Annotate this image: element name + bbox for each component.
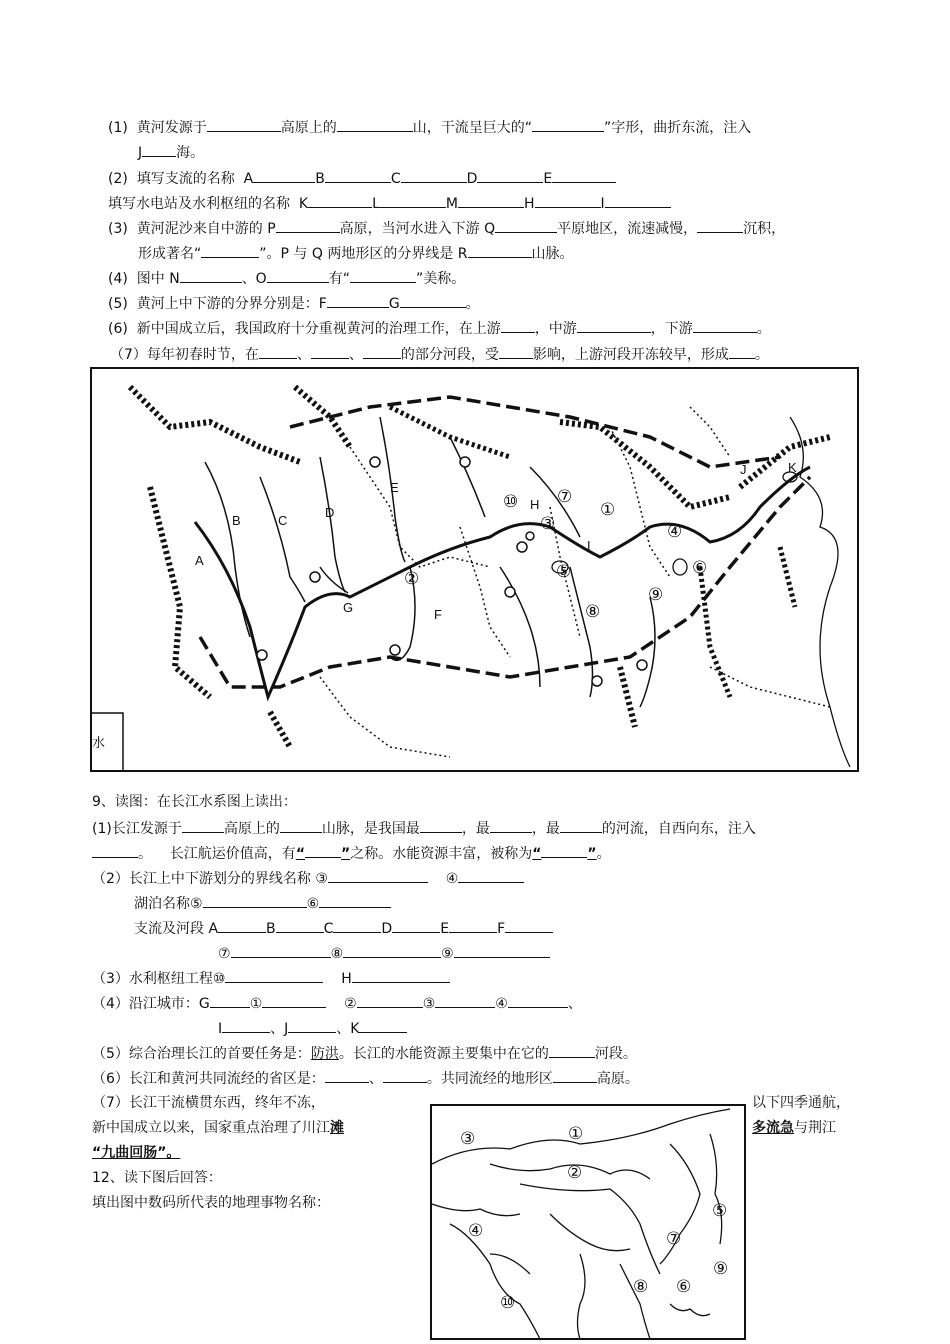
map-number-1: ① (600, 500, 616, 519)
asia-number-10: ⑩ (500, 1293, 516, 1312)
blank[interactable] (729, 344, 755, 359)
asia-map (430, 1104, 746, 1340)
blank[interactable] (532, 117, 604, 132)
blank[interactable] (180, 268, 242, 283)
blank[interactable] (325, 1068, 369, 1083)
blank[interactable] (401, 168, 467, 183)
blank[interactable] (490, 818, 532, 833)
blank[interactable] (182, 818, 224, 833)
blank[interactable] (222, 1018, 270, 1033)
blank[interactable] (552, 168, 616, 183)
asia-number-4: ④ (468, 1221, 484, 1240)
blank[interactable] (435, 993, 495, 1008)
map-number-4: ④ (667, 522, 683, 541)
blank[interactable] (218, 918, 266, 933)
asia-number-1: ① (568, 1124, 584, 1143)
blank[interactable] (259, 344, 297, 359)
blank[interactable] (262, 993, 326, 1008)
blank[interactable] (454, 943, 550, 958)
blank[interactable] (477, 168, 543, 183)
q9-line10: （5）综合治理长江的首要任务是：防洪。长江的水能资源主要集中在它的 河段。 (92, 1043, 637, 1064)
q9-line2: 。 长江航运价值高，有“ ”之称。水能资源丰富，被称为“ ”。 (92, 843, 611, 864)
blank[interactable] (267, 268, 329, 283)
blank[interactable] (420, 818, 462, 833)
q9-line5: 支流及河段 A B C D E F (134, 918, 553, 939)
map-number-10: ⑩ (503, 492, 519, 511)
blank[interactable] (325, 168, 391, 183)
q9-line1: (1)长江发源于 高原上的 山脉，是我国最 ，最 ，最 的河流，自西向东，注入 (92, 818, 756, 839)
asia-number-9: ⑨ (713, 1259, 729, 1278)
q9-line4: 湖泊名称⑤ ⑥ (134, 893, 391, 914)
map-label-d: D (325, 505, 335, 520)
blank[interactable] (357, 993, 423, 1008)
blank[interactable] (343, 943, 441, 958)
blank[interactable] (328, 868, 428, 883)
blank[interactable] (207, 117, 281, 132)
yr-q3a: (3) 黄河泥沙来自中游的 P 高原，当河水进入下游 Q 平原地区，流速减慢， 沉积， (108, 218, 785, 239)
map-label-a: A (195, 553, 204, 568)
blank[interactable] (468, 243, 532, 258)
asia-number-5: ⑤ (712, 1201, 728, 1220)
q9-line8: （4）沿江城市：G ① ② ③ ④ 、 (92, 993, 582, 1014)
blank[interactable] (359, 1018, 407, 1033)
blank[interactable] (535, 193, 601, 208)
blank[interactable] (231, 943, 331, 958)
asia-number-6: ⑥ (676, 1277, 692, 1296)
blank[interactable] (280, 818, 322, 833)
blank[interactable] (350, 268, 416, 283)
map-number-2: ② (404, 569, 420, 588)
yr-q5: (5) 黄河上中下游的分界分别是：F G 。 (108, 293, 480, 314)
map-corner-label: 水 (92, 735, 106, 750)
map-label-g: G (343, 600, 354, 615)
blank[interactable] (276, 918, 324, 933)
map-number-6: ⑥ (692, 558, 708, 577)
blank[interactable] (319, 893, 391, 908)
blank[interactable] (380, 193, 446, 208)
blank[interactable] (508, 993, 568, 1008)
blank[interactable] (400, 293, 466, 308)
blank[interactable] (693, 318, 757, 333)
blank[interactable] (142, 142, 176, 157)
map-number-3: ③ (540, 514, 556, 533)
map-number-9: ⑨ (648, 585, 664, 604)
blank[interactable] (458, 193, 524, 208)
blank[interactable] (577, 318, 651, 333)
blank[interactable] (308, 193, 372, 208)
blank[interactable] (560, 818, 602, 833)
map-label-k: K (788, 460, 797, 475)
blank[interactable] (305, 843, 341, 858)
blank[interactable] (253, 168, 315, 183)
asia-number-3: ③ (460, 1129, 476, 1148)
blank[interactable] (363, 344, 401, 359)
q9-line12a: （7）长江干流横贯东西，终年不冻， (92, 1095, 325, 1111)
q9-line12a-right: 以下四季通航， (752, 1095, 850, 1111)
blank[interactable] (327, 293, 389, 308)
asia-number-2: ② (567, 1163, 583, 1182)
blank[interactable] (337, 117, 413, 132)
blank[interactable] (333, 918, 381, 933)
map-number-5: ⑤ (556, 562, 572, 581)
blank[interactable] (549, 1043, 595, 1058)
q9-line3: （2）长江上中下游划分的界线名称 ③ ④ (92, 868, 524, 889)
blank[interactable] (201, 243, 259, 258)
blank[interactable] (210, 993, 250, 1008)
asia-number-7: ⑦ (666, 1229, 682, 1248)
blank[interactable] (276, 218, 340, 233)
q9-line9: I 、J 、K (218, 1018, 407, 1039)
blank[interactable] (92, 843, 138, 858)
blank[interactable] (458, 868, 524, 883)
q9-line12b: 新中国成立以来，国家重点治理了川江滩 (92, 1120, 344, 1136)
yr-q2b: 填写水电站及水利枢纽的名称 K L M H I (108, 193, 671, 214)
q9-title: 9、读图：在长江水系图上读出： (92, 794, 297, 810)
q12-subtitle: 填出图中数码所代表的地理事物名称： (92, 1195, 330, 1211)
blank[interactable] (605, 193, 671, 208)
q9-line7: （3）水利枢纽工程⑩ H (92, 968, 450, 989)
map-label-f: F (434, 607, 442, 622)
yr-q7: （7）每年初春时节，在 、 、 的部分河段，受 影响，上游河段开冻较早，形成 。 (110, 344, 769, 365)
blank[interactable] (501, 318, 535, 333)
q9-line12b-right: 多流急与荆江 (752, 1120, 836, 1136)
q12-title: 12、读下图后回答： (92, 1170, 222, 1186)
map-label-e: E (390, 480, 399, 495)
yr-q1b: J 海。 (138, 142, 204, 163)
blank[interactable] (541, 843, 587, 858)
yangtze-river-map (90, 367, 860, 773)
blank[interactable] (225, 968, 323, 983)
blank[interactable] (288, 1018, 336, 1033)
yr-q3b: 形成著名“ ”。P 与 Q 两地形区的分界线是 R 山脉。 (138, 243, 574, 264)
q9-line12c: “九曲回肠”。 (92, 1145, 181, 1161)
q9-line6: ⑦ ⑧ ⑨ (218, 943, 550, 964)
yr-q2a: (2) 填写支流的名称 A B C D E (108, 168, 616, 189)
blank[interactable] (311, 344, 349, 359)
blank[interactable] (203, 893, 307, 908)
blank[interactable] (495, 218, 557, 233)
blank[interactable] (449, 918, 497, 933)
map-label-c: C (278, 513, 288, 528)
yr-q6: (6) 新中国成立后，我国政府十分重视黄河的治理工作，在上游 ，中游 ，下游 。 (108, 318, 771, 339)
blank[interactable] (505, 918, 553, 933)
yr-q1: (1) 黄河发源于 高原上的 山，干流呈巨大的“ ”字形，曲折东流，注入 (108, 117, 751, 138)
blank[interactable] (383, 1068, 427, 1083)
blank[interactable] (499, 344, 533, 359)
asia-number-8: ⑧ (633, 1277, 649, 1296)
blank[interactable] (697, 218, 743, 233)
q9-line11: （6）长江和黄河共同流经的省区是： 、 。共同流经的地形区 高原。 (92, 1068, 639, 1089)
blank[interactable] (392, 918, 440, 933)
map-number-7: ⑦ (557, 487, 573, 506)
yr-q4: (4) 图中 N 、O 有“ ”美称。 (108, 268, 465, 289)
map-label-j: J (740, 462, 747, 477)
blank[interactable] (553, 1068, 597, 1083)
map-label-h: H (530, 497, 540, 512)
map-number-8: ⑧ (585, 602, 601, 621)
map-label-b: B (232, 513, 241, 528)
blank[interactable] (352, 968, 450, 983)
map-label-i: I (587, 538, 591, 553)
